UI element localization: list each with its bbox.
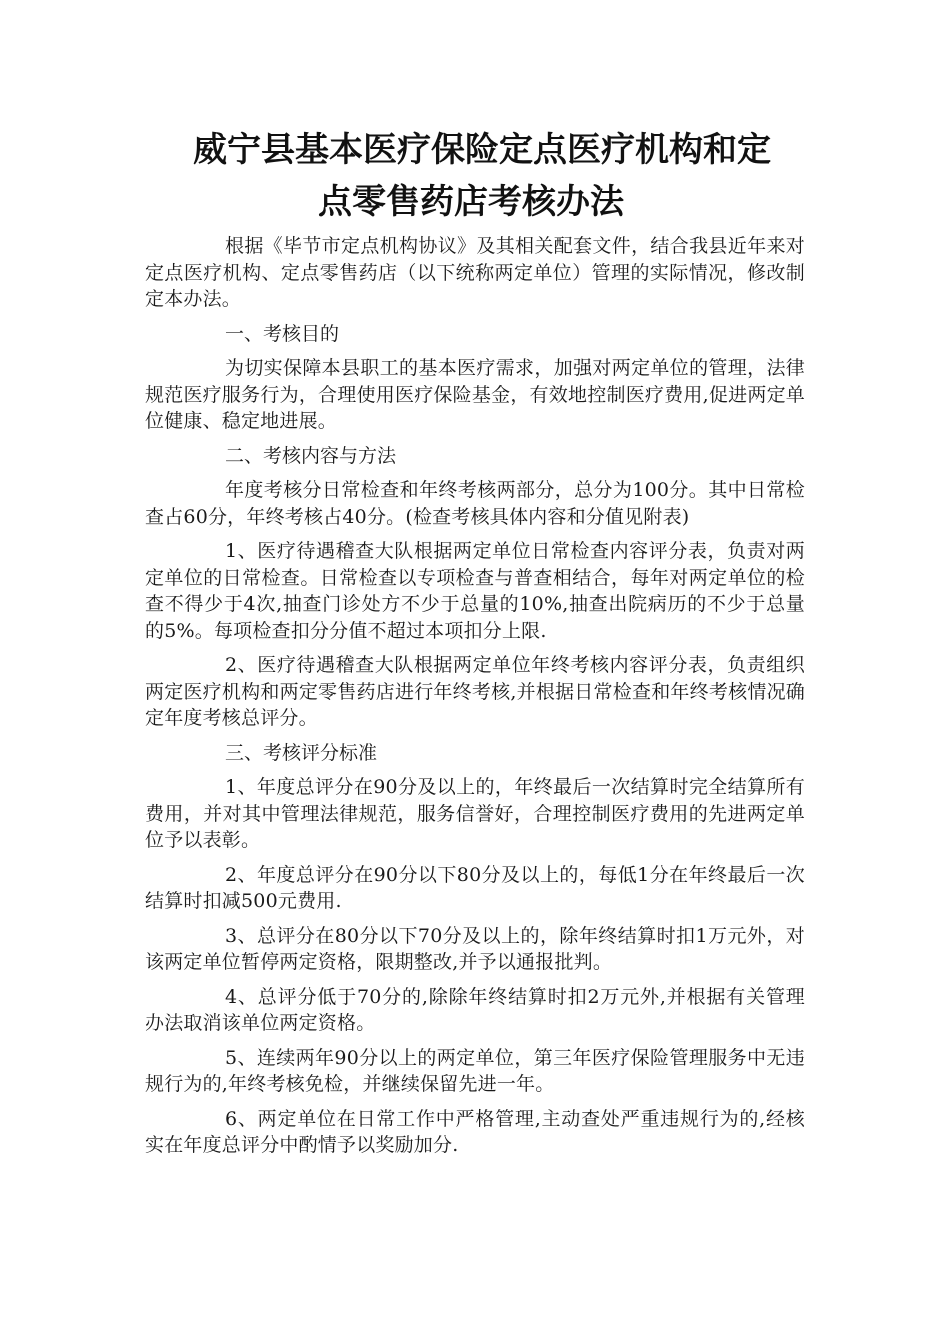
section2-paragraph: 2、医疗待遇稽查大队根据两定单位年终考核内容评分表，负责组织两定医疗机构和两定零售药店进行年终考核,并根据日常检查和年终考核情况确定年度考核总评分。 <box>145 654 805 729</box>
intro-paragraph: 根据《毕节市定点机构协议》及其相关配套文件，结合我县近年来对定点医疗机构、定点零售药店（以下统称两定单位）管理的实际情况，修改制定本办法。 <box>145 235 805 310</box>
section1-heading: 一、考核目的 <box>225 322 340 345</box>
section2-heading: 二、考核内容与方法 <box>225 444 397 467</box>
section3-paragraph: 6、两定单位在日常工作中严格管理,主动查处严重违规行为的,经核实在年度总评分中酌情予以奖励加分. <box>145 1107 805 1156</box>
section2-paragraph: 1、医疗待遇稽查大队根据两定单位日常检查内容评分表，负责对两定单位的日常检查。日常检查以专项检查与普查相结合，每年对两定单位的检查不得少于4次,抽查门诊处方不少于总量的10%,抽查出院病历的不少于总量的5%。每项检查扣分分值不超过本项扣分上限. <box>145 540 805 642</box>
section2-paragraph: 年度考核分日常检查和年终考核两部分，总分为100分。其中日常检查占60分，年终考核占40分。(检查考核具体内容和分值见附表) <box>145 479 805 528</box>
section3-paragraph: 4、总评分低于70分的,除除年终结算时扣2万元外,并根据有关管理办法取消该单位两定资格。 <box>145 985 805 1034</box>
section3-paragraph: 3、总评分在80分以下70分及以上的，除年终结算时扣1万元外，对该两定单位暂停两定资格，限期整改,并予以通报批判。 <box>145 924 805 973</box>
document-body <box>145 233 805 1167</box>
section3-heading: 三、考核评分标准 <box>225 741 378 764</box>
section3-paragraph: 1、年度总评分在90分及以上的，年终最后一次结算时完全结算所有费用，并对其中管理法律规范，服务信誉好，合理控制医疗费用的先进两定单位予以表彰。 <box>145 776 805 851</box>
section3-paragraph: 2、年度总评分在90分以下80分及以上的，每低1分在年终最后一次结算时扣减500元费用. <box>145 863 805 912</box>
section1-paragraph: 为切实保障本县职工的基本医疗需求，加强对两定单位的管理，法律规范医疗服务行为，合理使用医疗保险基金，有效地控制医疗费用,促进两定单位健康、稳定地进展。 <box>145 357 805 432</box>
section3-paragraph: 5、连续两年90分以上的两定单位，第三年医疗保险管理服务中无违规行为的,年终考核免检，并继续保留先进一年。 <box>145 1046 805 1095</box>
document-title-line1: 威宁县基本医疗保险定点医疗机构和定 <box>193 130 771 170</box>
document-title-line2: 点零售药店考核办法 <box>318 182 624 222</box>
